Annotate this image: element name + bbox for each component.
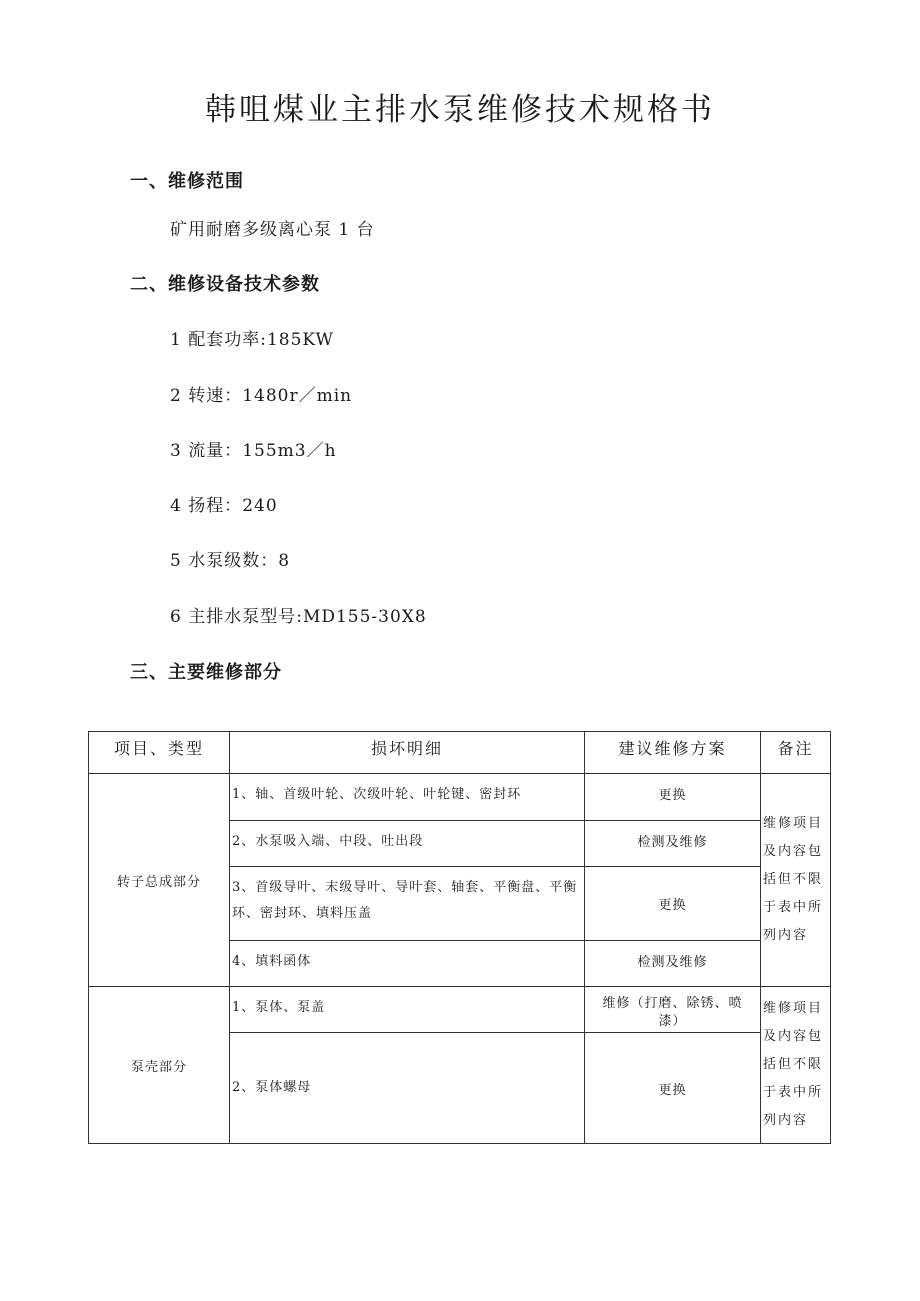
- detail-cell: 1、泵体、泵盖: [230, 987, 585, 1033]
- table-row: [89, 987, 831, 1033]
- header-detail: 损坏明细: [230, 732, 585, 774]
- note-rotor: 维修项目及内容包括但不限于表中所列内容: [761, 774, 831, 987]
- detail-cell: 2、泵体螺母: [230, 1033, 585, 1144]
- header-plan: 建议维修方案: [585, 732, 761, 774]
- detail-cell: 1、轴、首级叶轮、次级叶轮、叶轮键、密封环: [230, 774, 585, 821]
- param-power: 1 配套功率:185KW: [170, 330, 334, 350]
- param-stages: 5 水泵级数：8: [170, 551, 291, 571]
- document-title: 韩咀煤业主排水泵维修技术规格书: [205, 92, 715, 128]
- repair-table: [88, 731, 831, 1144]
- plan-cell: 维修（打磨、除锈、喷漆）: [585, 987, 761, 1033]
- section-heading-scope: 一、维修范围: [130, 171, 244, 192]
- detail-cell: 3、首级导叶、末级导叶、导叶套、轴套、平衡盘、平衡环、密封环、填料压盖: [230, 867, 585, 941]
- param-head: 4 扬程：240: [170, 496, 278, 516]
- detail-cell: 2、水泵吸入端、中段、吐出段: [230, 821, 585, 867]
- plan-cell: 更换: [585, 867, 761, 941]
- plan-cell: 更换: [585, 774, 761, 821]
- section-heading-repair: 三、主要维修部分: [130, 662, 282, 683]
- section-heading-params: 二、维修设备技术参数: [130, 274, 320, 295]
- header-note: 备注: [761, 732, 831, 774]
- param-flow: 3 流量：155m3／h: [170, 441, 337, 461]
- scope-text: 矿用耐磨多级离心泵 1 台: [170, 220, 375, 240]
- note-casing: 维修项目及内容包括但不限于表中所列内容: [761, 987, 831, 1144]
- category-rotor: 转子总成部分: [89, 774, 230, 987]
- param-model: 6 主排水泵型号:MD155-30X8: [170, 607, 427, 627]
- plan-cell: 更换: [585, 1033, 761, 1144]
- detail-cell: 4、填料函体: [230, 941, 585, 987]
- plan-cell: 检测及维修: [585, 821, 761, 867]
- table-row: [89, 774, 831, 821]
- category-casing: 泵壳部分: [89, 987, 230, 1144]
- plan-cell: 检测及维修: [585, 941, 761, 987]
- table-header-row: [89, 732, 831, 774]
- header-category: 项目、类型: [89, 732, 230, 774]
- param-speed: 2 转速：1480r／min: [170, 386, 353, 406]
